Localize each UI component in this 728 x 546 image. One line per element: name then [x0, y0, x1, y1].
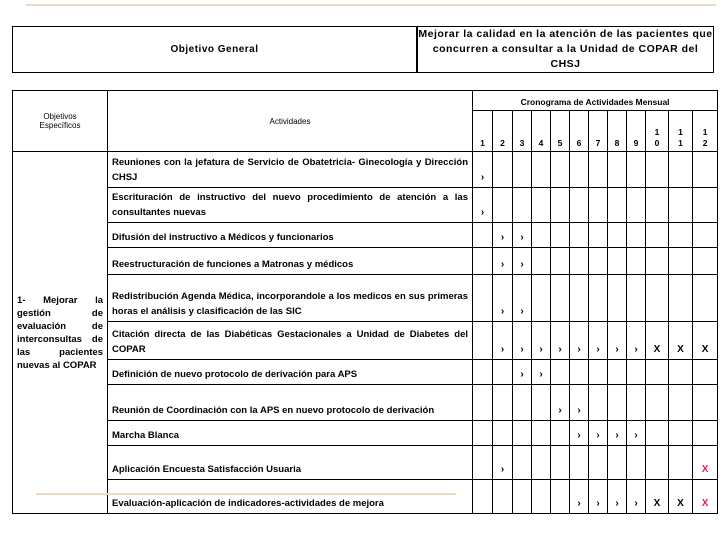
month-header-5: 5 — [551, 111, 570, 152]
table-row — [13, 152, 718, 188]
month-header-10: 1 0 — [646, 111, 669, 152]
schedule-cell-month-2: › — [493, 223, 513, 248]
month-header-6: 6 — [570, 111, 589, 152]
schedule-cell-month-7 — [589, 275, 608, 322]
actividad-cell: Evaluación-aplicación de indicadores-actividades de mejora — [108, 480, 473, 514]
table-row — [13, 385, 718, 421]
schedule-cell-month-4: › — [532, 360, 551, 385]
schedule-cell-month-3 — [513, 446, 532, 480]
schedule-cell-month-8: › — [608, 322, 627, 360]
schedule-cell-month-3: › — [513, 275, 532, 322]
schedule-cell-month-4 — [532, 275, 551, 322]
schedule-cell-month-7: › — [589, 322, 608, 360]
schedule-cell-month-2: › — [493, 446, 513, 480]
schedule-cell-month-3 — [513, 152, 532, 188]
schedule-cell-month-5 — [551, 360, 570, 385]
actividad-cell: Marcha Blanca — [108, 421, 473, 446]
schedule-cell-month-10 — [646, 152, 669, 188]
schedule-cell-month-2 — [493, 188, 513, 223]
schedule-cell-month-1 — [473, 480, 493, 514]
schedule-cell-month-11 — [669, 223, 693, 248]
month-header-2: 2 — [493, 111, 513, 152]
schedule-cell-month-8 — [608, 188, 627, 223]
table-row — [13, 446, 718, 480]
month-header-9: 9 — [627, 111, 646, 152]
schedule-cell-month-12: X — [693, 446, 718, 480]
schedule-cell-month-8 — [608, 360, 627, 385]
table-row — [13, 480, 718, 514]
schedule-cell-month-1 — [473, 248, 493, 275]
month-header-11: 1 1 — [669, 111, 693, 152]
schedule-cell-month-6: › — [570, 322, 589, 360]
table-row — [13, 322, 718, 360]
schedule-cell-month-8 — [608, 275, 627, 322]
schedule-cell-month-5 — [551, 446, 570, 480]
schedule-cell-month-10 — [646, 188, 669, 223]
schedule-cell-month-1 — [473, 360, 493, 385]
table-row — [13, 421, 718, 446]
schedule-cell-month-1 — [473, 223, 493, 248]
schedule-cell-month-4 — [532, 421, 551, 446]
schedule-cell-month-6: › — [570, 480, 589, 514]
schedule-cell-month-2 — [493, 480, 513, 514]
schedule-cell-month-8 — [608, 385, 627, 421]
schedule-cell-month-5 — [551, 152, 570, 188]
schedule-cell-month-12 — [693, 360, 718, 385]
schedule-cell-month-4 — [532, 480, 551, 514]
schedule-cell-month-5 — [551, 480, 570, 514]
schedule-cell-month-9 — [627, 152, 646, 188]
table-row — [13, 275, 718, 322]
schedule-cell-month-7: › — [589, 480, 608, 514]
schedule-cell-month-4 — [532, 248, 551, 275]
schedule-cell-month-10 — [646, 248, 669, 275]
header-cronograma: Cronograma de Actividades Mensual — [473, 91, 718, 111]
actividad-cell: Definición de nuevo protocolo de derivación para APS — [108, 360, 473, 385]
schedule-cell-month-2: › — [493, 275, 513, 322]
schedule-cell-month-12 — [693, 223, 718, 248]
schedule-cell-month-9 — [627, 385, 646, 421]
schedule-cell-month-11 — [669, 275, 693, 322]
objetivo-general-label: Objetivo General — [13, 27, 418, 73]
schedule-cell-month-5 — [551, 188, 570, 223]
month-header-1: 1 — [473, 111, 493, 152]
actividad-cell: Difusión del instructivo a Médicos y funcionarios — [108, 223, 473, 248]
schedule-cell-month-7: › — [589, 421, 608, 446]
schedule-cell-month-7 — [589, 223, 608, 248]
schedule-cell-month-4 — [532, 385, 551, 421]
schedule-cell-month-5 — [551, 248, 570, 275]
actividad-cell: Redistribución Agenda Médica, incorporandole a los medicos en sus primeras horas el análisis y clasificación de las SIC — [108, 275, 473, 322]
schedule-cell-month-6 — [570, 188, 589, 223]
schedule-cell-month-10 — [646, 385, 669, 421]
schedule-cell-month-10 — [646, 446, 669, 480]
schedule-cell-month-1: › — [473, 152, 493, 188]
schedule-cell-month-9: › — [627, 322, 646, 360]
schedule-cell-month-11 — [669, 421, 693, 446]
schedule-cell-month-3 — [513, 480, 532, 514]
schedule-cell-month-4 — [532, 446, 551, 480]
decorative-top-line — [26, 4, 716, 6]
schedule-cell-month-7 — [589, 446, 608, 480]
schedule-cell-month-5: › — [551, 385, 570, 421]
schedule-cell-month-6 — [570, 248, 589, 275]
schedule-cell-month-8 — [608, 446, 627, 480]
schedule-cell-month-12 — [693, 385, 718, 421]
month-header-12: 1 2 — [693, 111, 718, 152]
schedule-cell-month-2 — [493, 421, 513, 446]
objetivo-general-text: Mejorar la calidad en la atención de las pacientes que concurren a consultar a la Unidad de COPAR del CHSJ — [417, 27, 714, 73]
activities-plan-table — [12, 90, 718, 514]
schedule-cell-month-8 — [608, 152, 627, 188]
month-header-8: 8 — [608, 111, 627, 152]
schedule-cell-month-2 — [493, 152, 513, 188]
schedule-cell-month-6 — [570, 223, 589, 248]
month-header-4: 4 — [532, 111, 551, 152]
actividad-cell: Reuniones con la jefatura de Servicio de Obatetricia- Ginecología y Dirección CHSJ — [108, 152, 473, 188]
objetivo-general-table — [12, 26, 714, 73]
schedule-cell-month-12 — [693, 421, 718, 446]
schedule-cell-month-1: › — [473, 188, 493, 223]
schedule-cell-month-6: › — [570, 421, 589, 446]
schedule-cell-month-6: › — [570, 385, 589, 421]
decorative-bottom-line — [36, 493, 456, 495]
schedule-cell-month-6 — [570, 275, 589, 322]
schedule-cell-month-6 — [570, 446, 589, 480]
header-objetivos: Objetivos Específicos — [13, 91, 108, 152]
actividad-cell: Aplicación Encuesta Satisfacción Usuaria — [108, 446, 473, 480]
schedule-cell-month-11 — [669, 188, 693, 223]
schedule-cell-month-5 — [551, 223, 570, 248]
schedule-cell-month-11 — [669, 446, 693, 480]
schedule-cell-month-11 — [669, 248, 693, 275]
schedule-cell-month-12 — [693, 152, 718, 188]
schedule-cell-month-11: X — [669, 322, 693, 360]
schedule-cell-month-5 — [551, 275, 570, 322]
schedule-cell-month-9 — [627, 223, 646, 248]
schedule-cell-month-10: X — [646, 480, 669, 514]
schedule-cell-month-11 — [669, 385, 693, 421]
table-row — [13, 223, 718, 248]
schedule-cell-month-6 — [570, 152, 589, 188]
schedule-cell-month-3: › — [513, 248, 532, 275]
schedule-cell-month-11 — [669, 152, 693, 188]
schedule-cell-month-3: › — [513, 360, 532, 385]
schedule-cell-month-9 — [627, 275, 646, 322]
objetivo-especifico-1: 1- Mejorar la gestión de evaluación de interconsultas de las pacientes nuevas al COPAR — [13, 152, 108, 514]
table-row — [13, 248, 718, 275]
schedule-cell-month-12 — [693, 248, 718, 275]
schedule-cell-month-8: › — [608, 421, 627, 446]
schedule-cell-month-10 — [646, 223, 669, 248]
schedule-cell-month-8 — [608, 223, 627, 248]
schedule-cell-month-4 — [532, 152, 551, 188]
schedule-cell-month-5 — [551, 421, 570, 446]
schedule-cell-month-4 — [532, 223, 551, 248]
schedule-cell-month-2 — [493, 360, 513, 385]
schedule-cell-month-3 — [513, 188, 532, 223]
schedule-cell-month-7 — [589, 385, 608, 421]
schedule-cell-month-7 — [589, 188, 608, 223]
schedule-cell-month-2: › — [493, 248, 513, 275]
schedule-cell-month-6 — [570, 360, 589, 385]
schedule-cell-month-9 — [627, 446, 646, 480]
schedule-cell-month-3 — [513, 385, 532, 421]
schedule-cell-month-10 — [646, 421, 669, 446]
month-header-7: 7 — [589, 111, 608, 152]
schedule-cell-month-10 — [646, 275, 669, 322]
schedule-cell-month-9 — [627, 248, 646, 275]
schedule-cell-month-12 — [693, 275, 718, 322]
schedule-cell-month-5: › — [551, 322, 570, 360]
table-row — [13, 360, 718, 385]
schedule-cell-month-8: › — [608, 480, 627, 514]
schedule-cell-month-9 — [627, 188, 646, 223]
schedule-cell-month-7 — [589, 360, 608, 385]
schedule-cell-month-12: X — [693, 322, 718, 360]
schedule-cell-month-1 — [473, 421, 493, 446]
schedule-cell-month-1 — [473, 322, 493, 360]
schedule-cell-month-9: › — [627, 421, 646, 446]
schedule-cell-month-10 — [646, 360, 669, 385]
schedule-cell-month-3: › — [513, 322, 532, 360]
schedule-cell-month-4: › — [532, 322, 551, 360]
schedule-cell-month-2: › — [493, 322, 513, 360]
schedule-cell-month-12: X — [693, 480, 718, 514]
actividad-cell: Reestructuración de funciones a Matronas y médicos — [108, 248, 473, 275]
header-actividades: Actividades — [108, 91, 473, 152]
actividad-cell: Reunión de Coordinación con la APS en nuevo protocolo de derivación — [108, 385, 473, 421]
table-row — [13, 188, 718, 223]
schedule-cell-month-3: › — [513, 223, 532, 248]
schedule-cell-month-4 — [532, 188, 551, 223]
schedule-cell-month-9 — [627, 360, 646, 385]
month-header-3: 3 — [513, 111, 532, 152]
schedule-cell-month-2 — [493, 385, 513, 421]
schedule-cell-month-3 — [513, 421, 532, 446]
schedule-cell-month-8 — [608, 248, 627, 275]
schedule-cell-month-1 — [473, 385, 493, 421]
actividad-cell: Escrituración de instructivo del nuevo procedimiento de atención a las consultantes nuevas — [108, 188, 473, 223]
schedule-cell-month-1 — [473, 275, 493, 322]
schedule-cell-month-10: X — [646, 322, 669, 360]
schedule-cell-month-7 — [589, 152, 608, 188]
schedule-cell-month-12 — [693, 188, 718, 223]
schedule-cell-month-9: › — [627, 480, 646, 514]
actividad-cell: Citación directa de las Diabéticas Gestacionales a Unidad de Diabetes del COPAR — [108, 322, 473, 360]
schedule-cell-month-11 — [669, 360, 693, 385]
schedule-cell-month-1 — [473, 446, 493, 480]
schedule-cell-month-11: X — [669, 480, 693, 514]
schedule-cell-month-7 — [589, 248, 608, 275]
